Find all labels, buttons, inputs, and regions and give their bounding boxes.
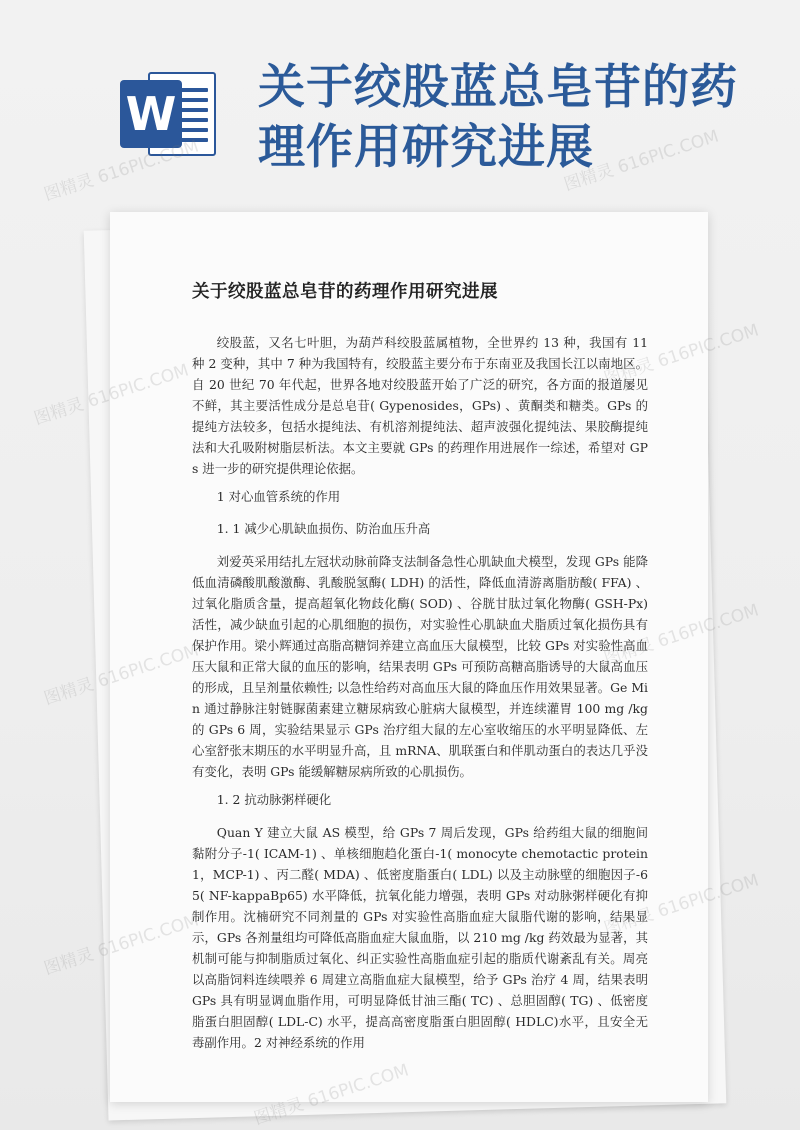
watermark: 616PIC.COM xyxy=(655,320,762,372)
header-banner xyxy=(0,0,800,200)
subsection-heading-1-2: 1. 2 抗动脉粥样硬化 xyxy=(216,792,332,807)
intro-paragraph: 绞股蓝，又名七叶胆，为葫芦科绞股蓝属植物，全世界约 13 种，我国有 11 种 2 变种，其中 7 种为我国特有，绞股蓝主要分布于东南亚及我国长江以南地区。自 20 世纪 70 年代起，世界各地对绞股蓝开始了广泛的研究，各方面的报道屡见不鲜，其主要活性成分是总皂苷( Gypenosides，GPs) 、黄酮类和糖类。GPs 的提纯方法较多，包括水提纯法、有机溶剂提纯法、超声波强化提纯法、果胶酶提纯法和大孔吸附树脂层析法。本文主要就 GPs 的药理作用进展作一综述，希望对 GPs 进一步的研究提供理论依据。 xyxy=(192,335,648,476)
word-logo-letter: W xyxy=(120,80,182,148)
watermark: 图精灵 616PIC.COM xyxy=(561,126,722,196)
watermark: 图精灵 616PIC.COM xyxy=(41,136,202,206)
section-heading-1: 1 对心血管系统的作用 xyxy=(216,489,341,504)
watermark: 图精灵 xyxy=(41,944,97,980)
watermark: 图精灵 xyxy=(31,394,87,430)
body-paragraph-1: 刘爱英采用结扎左冠状动脉前降支法制备急性心肌缺血犬模型，发现 GPs 能降低血清磷酸肌酸激酶、乳酸脱氢酶( LDH) 的活性，降低血清游离脂肪酸( FFA) 、过氧化脂质含量，提高超氧化物歧化酶( SOD) 、谷胱甘肽过氧化物酶( GSH-Px) 活性，减少缺血引起的心肌细胞的损伤，对实验性心肌缺血犬脂质过氧化损伤具有保护作用。梁小辉通过高脂高糖饲养建立高血压大鼠模型，比较 GPs 对实验性高血压大鼠和正常大鼠的血压的影响，结果表明 GPs 可预防高糖高脂诱导的大鼠高血压的形成，且呈剂量依赖性; 以急性给药对高血压大鼠的降血压作用效果显著。Ge Min 通过静脉注射链脲菌素建立糖尿病致心脏病大鼠模型，并连续灌胃 100 mg /kg 的 GPs 6 周，实验结果显示 GPs 治疗组大鼠的左心室收缩压的水平明显降低、左心室舒张末期压的水平明显升高，且 mRNA、肌联蛋白和伴肌动蛋白的表达几乎没有变化，表明 GPs 能缓解糖尿病所致的心肌损伤。 xyxy=(192,554,648,779)
body-paragraph-2: Quan Y 建立大鼠 AS 模型，给 GPs 7 周后发现，GPs 给药组大鼠的细胞间黏附分子-1( ICAM-1) 、单核细胞趋化蛋白-1( monocyte chemotactic protein 1，MCP-1) 、丙二醛( MDA) 、低密度脂蛋白( LDL) 以及主动脉壁的细胞因子-65( NF-kappaBp65) 水平降低，抗氧化能力增强，表明 GPs 对动脉粥样硬化有抑制作用。沈楠研究不同剂量的 GPs 对实验性高脂血症大鼠脂代谢的影响，结果显示，GPs 各剂量组均可降低高脂血症大鼠血脂，以 210 mg /kg 药效最为显著，其机制可能与抑制脂质过氧化、纠正实验性高脂血症引起的脂质代谢紊乱有关。周亮以高脂饲料连续喂养 6 周建立高脂血症大鼠模型，给予 GPs 治疗 4 周，结果表明 GPs 具有明显调血脂作用，可明显降低甘油三酯( TC) 、总胆固醇( TG) 、低密度脂蛋白胆固醇( LDL-C) 水平，提高高密度脂蛋白胆固醇( HDLC)水平，且安全无毒副作用。2 对神经系统的作用 xyxy=(192,825,648,1050)
subsection-heading-1-1: 1. 1 减少心肌缺血损伤、防治血压升高 xyxy=(216,521,431,536)
watermark: 图精灵 xyxy=(41,674,97,710)
document-page xyxy=(110,212,708,1102)
document-title: 关于绞股蓝总皂苷的药理作用研究进展 xyxy=(192,282,498,302)
word-document-icon xyxy=(112,62,216,162)
banner-title: 关于绞股蓝总皂苷的药理作用研究进展 xyxy=(258,60,738,175)
